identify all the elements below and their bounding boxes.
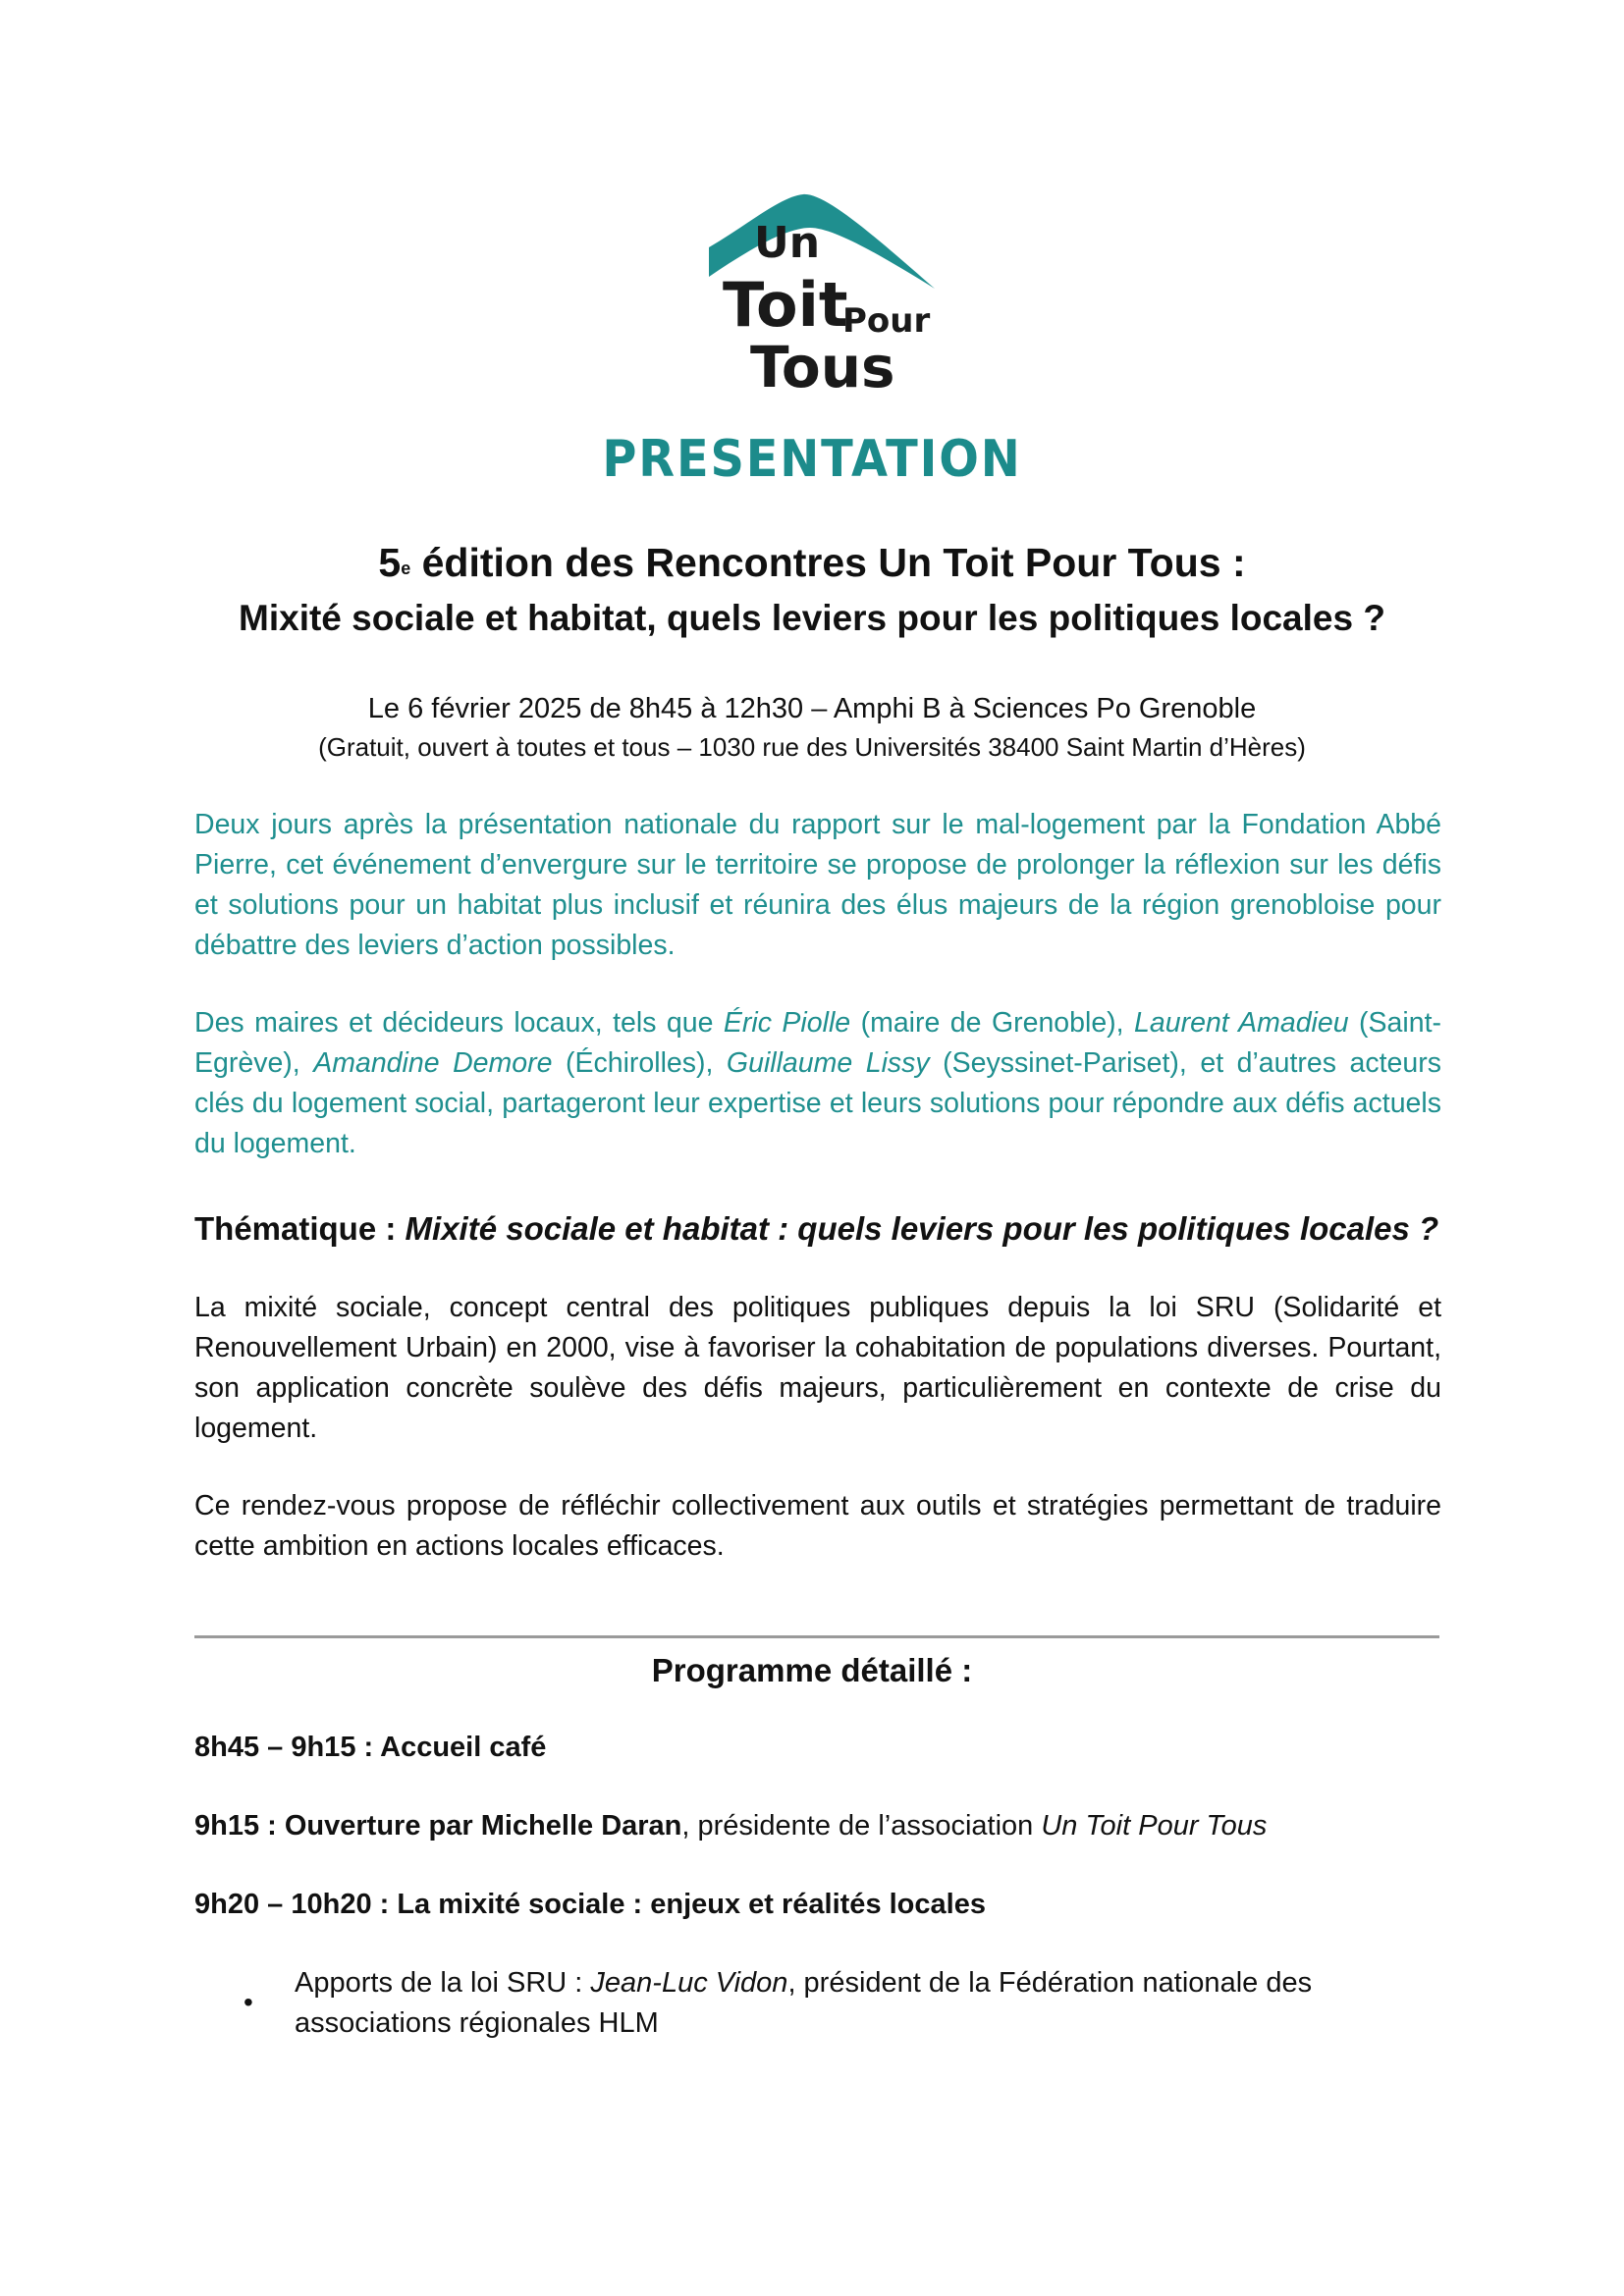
- edition-number: 5: [378, 540, 402, 585]
- subitem-text-a: Apports de la loi SRU :: [295, 1967, 591, 1999]
- speaker-name-lissy: Guillaume Lissy: [726, 1047, 930, 1079]
- body-paragraph-rendezvous: Ce rendez-vous propose de réfléchir collectivement aux outils et stratégies permettant de traduire cette ambition en actions locales efficaces.: [194, 1490, 1441, 1562]
- edition-sup: e: [401, 559, 411, 578]
- p2-text-a: Des maires et décideurs locaux, tels que: [194, 1007, 724, 1039]
- p2-text-e: (Seyssinet-Pariset), et d’autres acteurs clés du logement social, partageront leur expertise et leurs solutions pour répondre aux défis actuels du logement.: [194, 1047, 1441, 1159]
- ouverture-bold: 9h15 : Ouverture par Michelle Daran: [194, 1810, 682, 1842]
- thematique-label: Thématique :: [194, 1210, 406, 1247]
- logo-word-tous: Tous: [750, 334, 895, 400]
- un-toit-pour-tous-logo: [687, 187, 943, 402]
- speaker-name-amadieu: Laurent Amadieu: [1134, 1007, 1349, 1039]
- logo-roof-icon: [687, 187, 943, 402]
- programme-item-mixite: 9h20 – 10h20 : La mixité sociale : enjeux et réalités locales: [194, 1889, 986, 1920]
- ouverture-rest: , présidente de l’association: [681, 1810, 1042, 1842]
- event-title-line2: Mixité sociale et habitat, quels leviers pour les politiques locales ?: [239, 598, 1385, 638]
- logo-word-pour: Pour: [842, 301, 931, 341]
- thematique-heading: [194, 1207, 1461, 1251]
- p2-text-d: (Échirolles),: [552, 1047, 727, 1079]
- body-paragraph-sru: La mixité sociale, concept central des politiques publiques depuis la loi SRU (Solidarité et Renouvellement Urbain) en 2000, vise à favoriser la cohabitation de populations diverses. Pourtant, son application concrète soulève des défis majeurs, particulièrement en contexte de crise du logement.: [194, 1292, 1441, 1444]
- intro-paragraph-2: [194, 1003, 1441, 1164]
- event-address-line: (Gratuit, ouvert à toutes et tous – 1030 rue des Universités 38400 Saint Martin d’Hères): [318, 732, 1306, 762]
- speaker-name-piolle: Éric Piolle: [723, 1007, 851, 1039]
- programme-subitem-sru: [295, 1963, 1375, 2044]
- speaker-name-vidon: Jean-Luc Vidon: [590, 1967, 788, 1999]
- programme-title: Programme détaillé :: [651, 1652, 973, 1688]
- thematique-text: Mixité sociale et habitat : quels leviers pour les politiques locales ?: [405, 1210, 1439, 1247]
- intro-paragraph-1: Deux jours après la présentation nationale du rapport sur le mal-logement par la Fondation Abbé Pierre, cet événement d’envergure sur le territoire se propose de prolonger la réflexion sur les défis et solutions pour un habitat plus inclusif et réunira des élus majeurs de la région grenobloise pour débattre des leviers d’action possibles.: [194, 809, 1441, 961]
- event-title-line1: [0, 538, 1624, 587]
- p2-text-b: (maire de Grenoble),: [850, 1007, 1135, 1039]
- programme-item-ouverture: [194, 1806, 1471, 1845]
- edition-title-rest: édition des Rencontres Un Toit Pour Tous :: [410, 540, 1246, 585]
- subitem-text-b: , président de la Fédération nationale des associations régionales HLM: [295, 1967, 1313, 2039]
- logo-word-un: Un: [754, 218, 821, 268]
- logo-word-toit: Toit: [723, 269, 848, 341]
- speaker-name-demore: Amandine Demore: [313, 1047, 553, 1079]
- ouverture-association: Un Toit Pour Tous: [1041, 1810, 1268, 1842]
- p2-text-c: (Saint-Egrève),: [194, 1007, 1441, 1079]
- presentation-heading: PRESENTATION: [602, 430, 1022, 489]
- event-date-line: Le 6 février 2025 de 8h45 à 12h30 – Amphi B à Sciences Po Grenoble: [367, 693, 1257, 724]
- bullet-icon: •: [244, 1987, 253, 2017]
- programme-item-accueil: 8h45 – 9h15 : Accueil café: [194, 1732, 547, 1763]
- section-divider: [194, 1635, 1439, 1638]
